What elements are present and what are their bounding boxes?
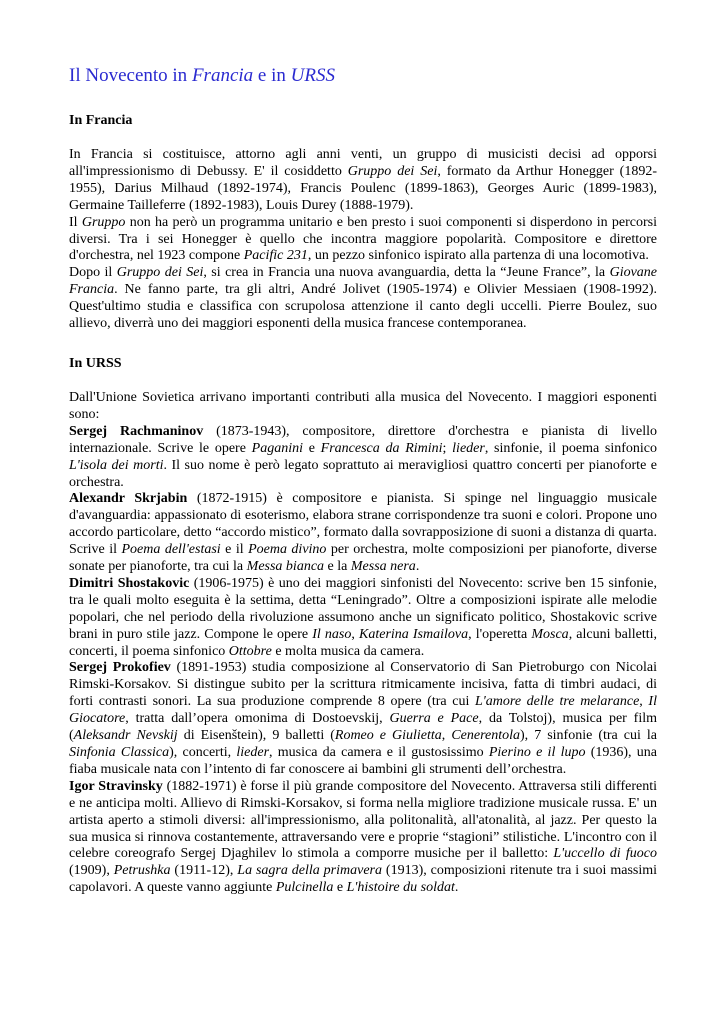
paragraph-urss-intro: Dall'Unione Sovietica arrivano importanti contributi alla musica del Novecento. I maggiori esponenti sono: [69, 389, 657, 422]
text-span: Il naso [312, 626, 352, 642]
text-span: e [333, 880, 347, 896]
text-span: Ottobre [228, 643, 272, 659]
text-span: , alcuni balletti, concerti, il poema sinfonico [69, 626, 658, 659]
text-span: Pierino e il lupo [488, 745, 586, 760]
text-span: Paganini [251, 440, 303, 456]
text-span: Poema divino [248, 542, 327, 558]
paragraph-shostakovic [69, 576, 657, 661]
text-span: In Francia si costituisce, attorno agli anni venti, un gruppo di musicisti decisi ad opporsi all'impressionismo di Debussy. E' il cosiddetto [69, 147, 657, 179]
composer-name: Dimitri Shostakovic [69, 575, 190, 591]
text-span: e in [253, 65, 291, 86]
text-span: , da Tolstoj), musica per film ( [69, 711, 657, 744]
text-span: . Ne fanno parte, tra gli altri, André Jolivet (1905-1974) e Olivier Messiaen (1908-1992). Quest'ultimo studia e classifica con scrupolosa attenzione il canto degli uccelli. Pierre Boulez, suo allievo, diverrà uno dei maggiori esponenti della musica francese contemporanea. [69, 282, 657, 332]
text-span: . Il suo nome è però legato soprattuto ai meravigliosi quattro concerti per pianoforte e orchestra. [69, 457, 658, 490]
text-span: Poema dell'estasi [121, 542, 221, 558]
text-span: lieder [452, 440, 485, 456]
text-span: (1872-1915) è compositore e pianista. Si spinge nel linguaggio musicale d'avanguardia: appassionato di esoterismo, elabora strane corrispondenze tra suoni e colori. Propone uno accordo particolare, detto “accordo mistico”, formato dalla sovrapposizione di suoni a distanza di quarta. Scrive il [69, 491, 657, 558]
text-span: , formato da Arthur Honegger (1892-1955), Darius Milhaud (1892-1974), Francis Poulenc (1899-1863), Georges Auric (1899-1983), Germaine Tailleferre (1892-1983), Louis Durey (1888-1979). [69, 163, 658, 213]
text-span: Gruppo dei Sei [347, 163, 438, 179]
text-span: Gruppo [81, 214, 126, 230]
text-span: L'uccello di fuoco [553, 846, 657, 862]
text-span: (1911-12), [170, 863, 238, 879]
text-span: e la [324, 559, 351, 575]
text-span: Mosca [531, 626, 569, 642]
paragraph-skrjabin [69, 491, 657, 576]
paragraph-stravinsky [69, 779, 657, 897]
text-span: , [639, 694, 649, 710]
text-span: Romeo e Giulietta [334, 728, 442, 744]
text-span: L'isola dei morti [69, 457, 164, 473]
page-title [69, 64, 657, 88]
paragraph-jeune-france [69, 265, 657, 333]
text-span: . [415, 559, 420, 575]
text-span: Sinfonia Classica [69, 745, 170, 760]
text-span: Il [69, 214, 82, 230]
text-span: L'histoire du soldat [346, 880, 455, 896]
section-francia-body [69, 147, 657, 333]
text-span: (1936), una fiaba musicale nata con l’intento di far conoscere ai bambini gli strumenti dell’orchestra. [69, 745, 657, 777]
composer-name: Alexandr Skrjabin [69, 491, 188, 507]
text-span: Giovane Francia [69, 265, 658, 298]
text-span: Pulcinella [275, 880, 334, 896]
text-span: di Eisenštein), 9 balletti ( [177, 728, 335, 744]
text-span: Petrushka [113, 863, 171, 879]
text-span: Pacific 231 [243, 248, 308, 264]
text-span: Messa nera [350, 559, 416, 575]
text-span: Cenerentola [451, 728, 521, 744]
paragraph-rachmaninov [69, 424, 657, 492]
text-span: ), concerti, [169, 745, 237, 760]
text-span: Gruppo dei Sei [116, 265, 204, 281]
text-span: Katerina Ismailova [359, 626, 469, 642]
paragraph-prokofiev [69, 660, 657, 778]
text-span: Francia [191, 65, 254, 86]
text-span: , l'operetta [468, 626, 532, 642]
text-span: , un pezzo sinfonico ispirato alla partenza di una locomotiva. [307, 248, 649, 264]
composer-name: Sergej Rachmaninov [69, 423, 204, 439]
composer-name: Igor Stravinsky [69, 778, 163, 794]
text-span: Francesca da Rimini [320, 440, 443, 456]
text-span: , [441, 728, 452, 744]
text-span: La sagra della primavera [237, 863, 382, 879]
text-span: . [454, 880, 459, 896]
text-span: ; [442, 440, 453, 456]
text-span: URSS [290, 65, 335, 86]
text-span: (1873-1943), compositore, direttore d'orchestra e pianista di livello internazionale. Scrive le opere [69, 423, 657, 456]
text-span: e [303, 440, 321, 456]
text-span: , tratta dall’opera omonima di Dostoevskij, [125, 711, 390, 727]
text-span: Aleksandr Nevskij [73, 728, 178, 744]
section-heading-francia: In Francia [69, 113, 133, 128]
text-span: (1882-1971) è forse il più grande compositore del Novecento. Attraversa stili differenti e ne anticipa molti. Allievo di Rimski-Korsakov, si forma nella migliore tradizione musicale russa. E' un artista aperto a stimoli diversi: all'impressionismo, alla politonalità, all'atonalità, al jazz. Per questo la sua musica si rinnova costantemente, attraversando vere e proprie “stagioni” stilistiche. L'incontro con il celebre coreografo Sergej Djaghilev lo stimola a comporre musiche per il balletto: [69, 778, 658, 862]
paragraph-honegger [69, 215, 657, 266]
text-span: lieder [236, 745, 270, 760]
text-span: (1906-1975) è uno dei maggiori sinfonisti del Novecento: scrive ben 15 sinfonie, tra le quali molto eseguita è la settima, detta “Leningrado”. Oltre a composizioni ispirate alle melodie popolari, che nel periodo della rivoluzione assumono anche un significato politico, Shostakovic scrive brani in puro stile jazz. Compone le opere [69, 575, 657, 642]
section-heading-urss: In URSS [69, 355, 122, 371]
text-span: , musica da camera e il gustosissimo [269, 745, 489, 760]
text-span: L'amore delle tre melarance [475, 694, 640, 710]
text-span: , [351, 626, 359, 642]
text-span: per orchestra, molte composizioni per pianoforte, diverse sonate per pianoforte, tra cui la [69, 542, 658, 575]
text-span: (1891-1953) studia composizione al Conservatorio di San Pietroburgo con Nicolai Rimski-Korsakov. Si distingue subito per la scrittura ritmicamente incisiva, fatta di timbri audaci, di forti contrasti sonori. La sua produzione comprende 8 opere (tra cui [69, 660, 657, 710]
text-span: non ha però un programma unitario e ben presto i suoi componenti si disperdono in percorsi diversi. Tra i sei Honegger è quello che incontra maggiore popolarità. Compositore e direttore d'orchestra, nel 1923 compone [69, 214, 657, 264]
paragraph-gruppo-dei-sei [69, 147, 657, 215]
composer-name: Sergej Prokofiev [69, 660, 171, 676]
text-span: , sinfonie, il poema sinfonico [484, 440, 658, 456]
text-span: e molta musica da camera. [271, 643, 425, 659]
text-span: Messa bianca [246, 559, 325, 575]
text-span: Il Novecento in [69, 65, 192, 86]
document-page [69, 64, 657, 897]
text-span: Il Giocatore [69, 694, 657, 727]
text-span: , si crea in Francia una nuova avanguardia, detta la “Jeune France”, la [203, 265, 610, 281]
text-span: Guerra e Pace [389, 711, 479, 727]
text-span: (1909), [69, 863, 114, 879]
text-span: (1913), composizioni ritenute tra i suoi massimi capolavori. A queste vanno aggiunte [69, 863, 658, 896]
text-span: ), 7 sinfonie (tra cui la [520, 728, 657, 744]
text-span: Dopo il [69, 265, 117, 281]
section-urss-body [69, 390, 657, 897]
text-span: e il [220, 542, 249, 558]
